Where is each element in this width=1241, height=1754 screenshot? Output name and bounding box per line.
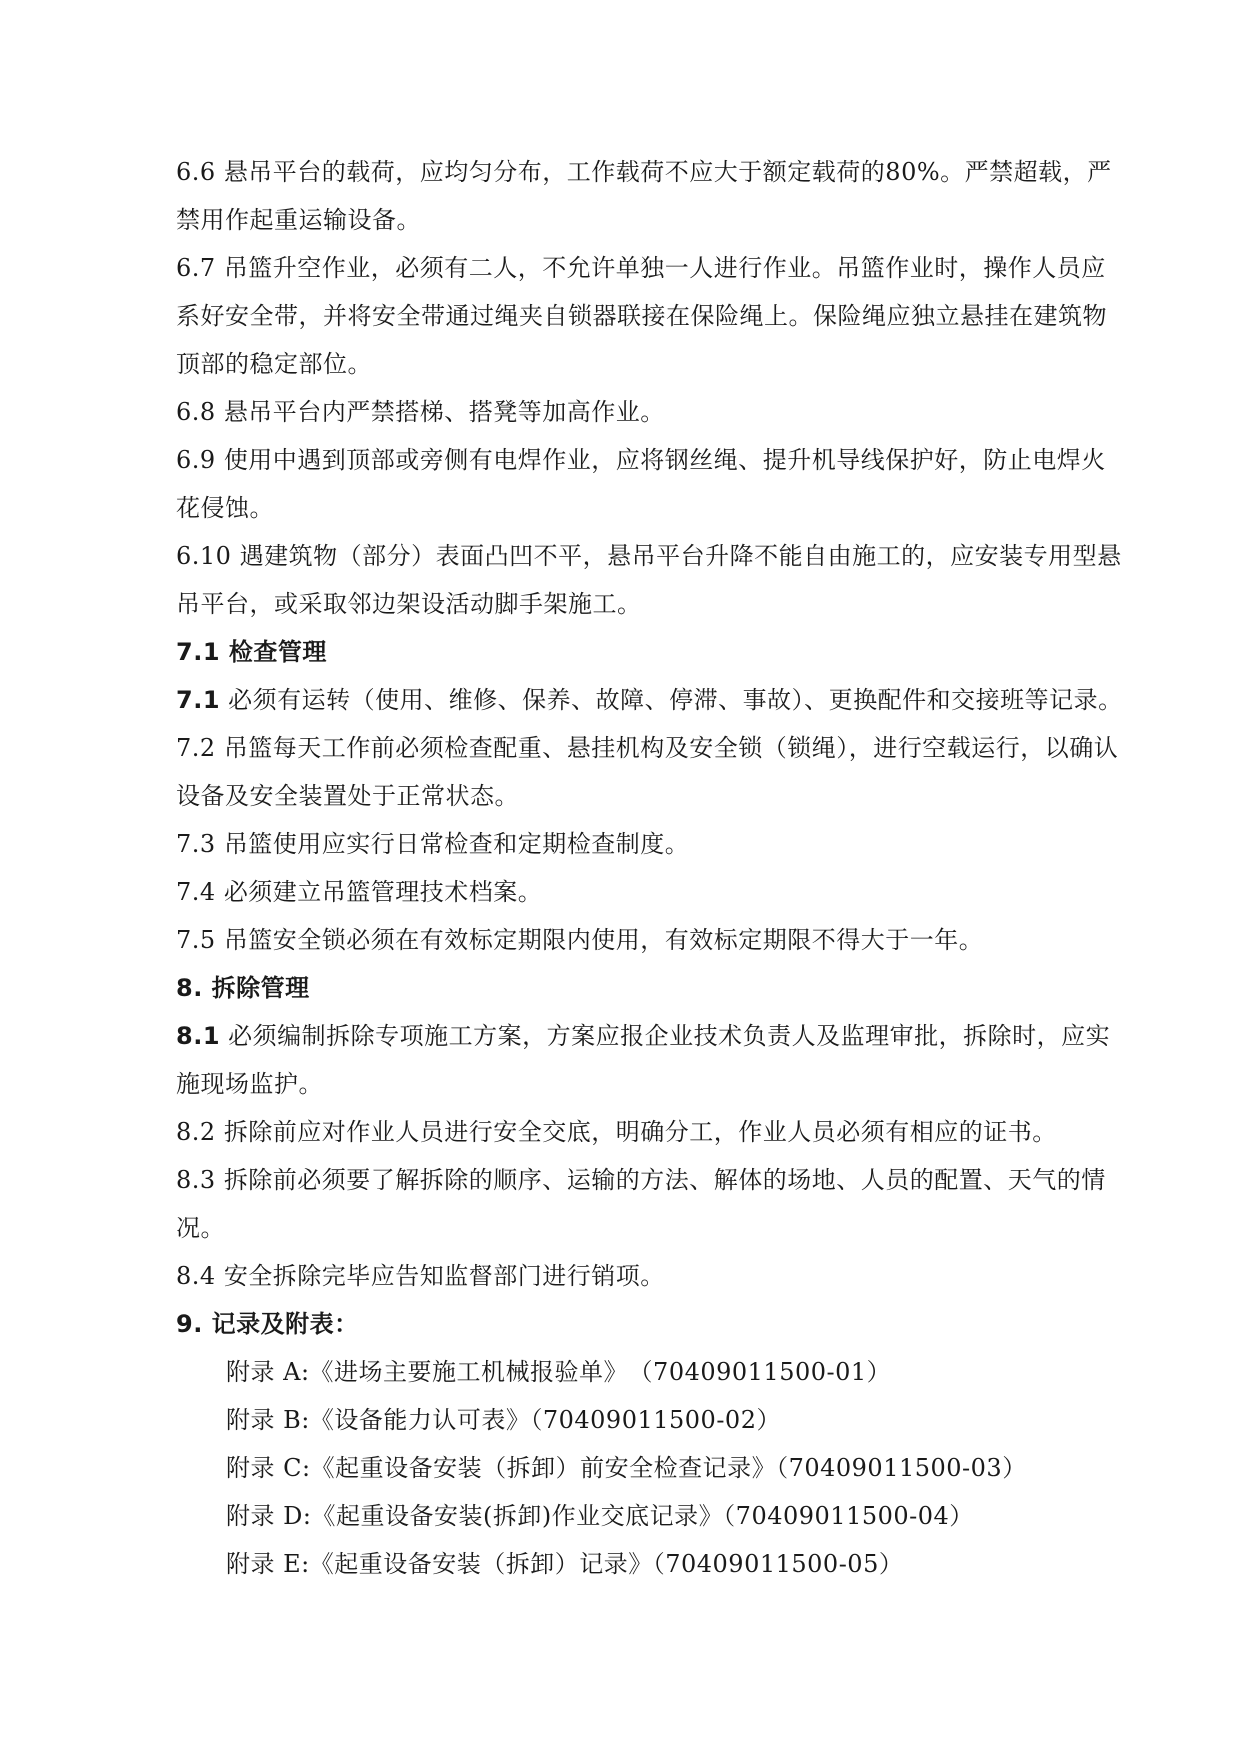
clause-number: 7.2	[176, 734, 216, 762]
paragraph-6-10	[176, 532, 1128, 628]
clause-number: 6.9	[176, 446, 216, 474]
appendix-c: 附录 C:《起重设备安装（拆卸）前安全检查记录》（70409011500-03）	[226, 1454, 1027, 1482]
clause-text: 吊篮使用应实行日常检查和定期检查制度。	[223, 830, 690, 858]
clause-number: 8.4	[176, 1262, 216, 1290]
paragraph-6-9	[176, 436, 1128, 532]
paragraph-6-6	[176, 148, 1128, 244]
clause-number: 6.8	[176, 398, 216, 426]
clause-text: 悬吊平台内严禁搭梯、搭凳等加高作业。	[223, 398, 665, 426]
paragraph-7-2	[176, 724, 1128, 820]
clause-text: 安全拆除完毕应告知监督部门进行销项。	[223, 1262, 665, 1290]
paragraph-6-8	[176, 388, 1128, 436]
paragraph-7-5	[176, 916, 1128, 964]
paragraph-7-3	[176, 820, 1128, 868]
clause-number: 7.4	[176, 878, 216, 906]
appendix-e: 附录 E:《起重设备安装（拆卸）记录》（70409011500-05）	[226, 1550, 904, 1578]
clause-number: 8.1	[176, 1022, 221, 1050]
clause-text: 使用中遇到顶部或旁侧有电焊作业，应将钢丝绳、提升机导线保护好，防止电焊火花侵蚀。	[176, 446, 1106, 522]
paragraph-8-1	[176, 1012, 1128, 1108]
clause-number: 8.2	[176, 1118, 216, 1146]
clause-text: 拆除前必须要了解拆除的顺序、运输的方法、解体的场地、人员的配置、天气的情况。	[176, 1166, 1106, 1242]
paragraph-7-4	[176, 868, 1128, 916]
section-7-heading: 7.1 检查管理	[176, 638, 327, 666]
clause-text: 吊篮升空作业，必须有二人，不允许单独一人进行作业。吊篮作业时，操作人员应系好安全带，并将安全带通过绳夹自锁器联接在保险绳上。保险绳应独立悬挂在建筑物顶部的稳定部位。	[176, 254, 1107, 378]
clause-number: 6.6	[176, 158, 216, 186]
paragraph-6-7	[176, 244, 1128, 388]
clause-number: 8.3	[176, 1166, 216, 1194]
clause-number: 7.3	[176, 830, 216, 858]
clause-text: 吊篮每天工作前必须检查配重、悬挂机构及安全锁（锁绳），进行空载运行，以确认设备及安全装置处于正常状态。	[176, 734, 1119, 810]
paragraph-8-2	[176, 1108, 1128, 1156]
appendix-a: 附录 A:《进场主要施工机械报验单》 （70409011500-01）	[226, 1358, 892, 1386]
appendix-b: 附录 B:《设备能力认可表》（70409011500-02）	[226, 1406, 781, 1434]
clause-number: 6.7	[176, 254, 216, 282]
clause-text: 拆除前应对作业人员进行安全交底，明确分工，作业人员必须有相应的证书。	[223, 1118, 1057, 1146]
clause-number: 7.5	[176, 926, 216, 954]
paragraph-8-4	[176, 1252, 1128, 1300]
clause-text: 必须建立吊篮管理技术档案。	[223, 878, 543, 906]
paragraph-8-3	[176, 1156, 1128, 1252]
clause-text: 悬吊平台的载荷，应均匀分布，工作载荷不应大于额定载荷的80%。严禁超载，严禁用作起重运输设备。	[176, 158, 1112, 234]
clause-number: 7.1	[176, 686, 221, 714]
clause-text: 遇建筑物（部分）表面凸凹不平，悬吊平台升降不能自由施工的，应安装专用型悬吊平台，或采取邻边架设活动脚手架施工。	[176, 542, 1122, 618]
clause-text: 吊篮安全锁必须在有效标定期限内使用，有效标定期限不得大于一年。	[223, 926, 984, 954]
clause-text: 必须有运转（使用、维修、保养、故障、停滞、事故）、更换配件和交接班等记录。	[228, 686, 1123, 714]
appendix-d: 附录 D:《起重设备安装(拆卸)作业交底记录》（70409011500-04）	[226, 1502, 974, 1530]
section-8-heading: 8. 拆除管理	[176, 974, 310, 1002]
section-9-heading: 9. 记录及附表：	[176, 1310, 359, 1338]
clause-number: 6.10	[176, 542, 232, 570]
clause-text: 必须编制拆除专项施工方案，方案应报企业技术负责人及监理审批，拆除时，应实施现场监护。	[176, 1022, 1111, 1098]
paragraph-7-1	[176, 676, 1128, 724]
document-page	[176, 148, 1128, 1588]
